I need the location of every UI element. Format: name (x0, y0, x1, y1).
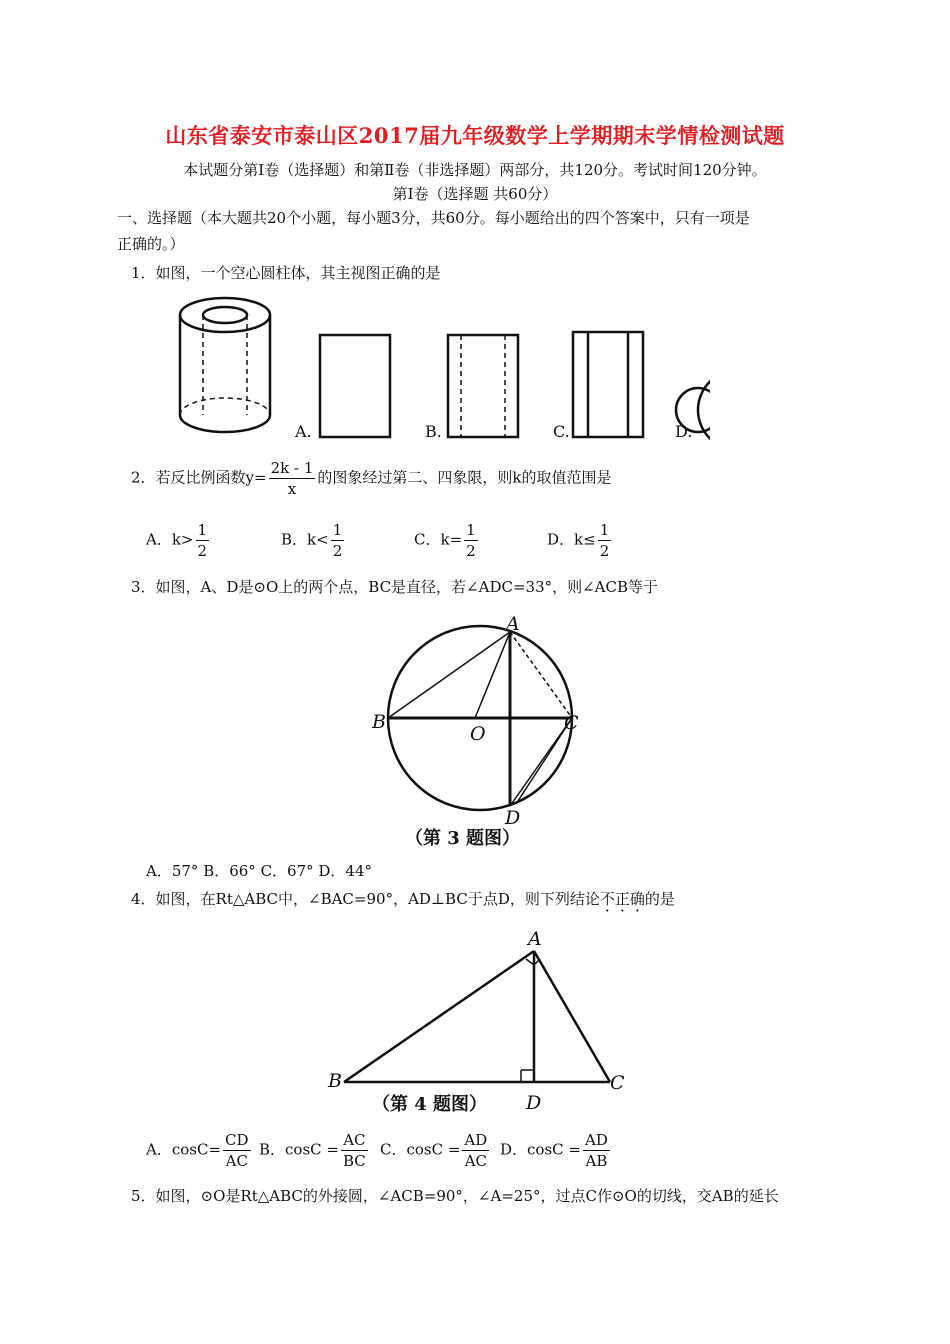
point-b-label: B (328, 1070, 342, 1092)
q4-emphasis-char: 正 (614, 890, 630, 908)
option-label: B．cosC = (259, 1140, 339, 1159)
point-d-label: D (526, 1092, 542, 1114)
option-label: D．cosC = (500, 1140, 581, 1159)
point-o-label: O (470, 723, 486, 745)
option-denominator: AC (464, 1152, 487, 1170)
question-4-figure (320, 925, 640, 1120)
section1-instructions-line1: 一、选择题（本大题共20个小题，每小题3分，共60分。每小题给出的四个答案中，只有一项是 (117, 209, 750, 227)
q4-option-a (146, 1130, 253, 1171)
option-numerator: 1 (332, 521, 343, 539)
q4-text-before: 4．如图，在Rt△ABC中，∠BAC=90°，AD⊥BC于点D，则下列结论 (131, 890, 600, 908)
option-relation: k< (307, 530, 329, 549)
option-denominator: 2 (466, 542, 476, 560)
option-numerator: CD (225, 1131, 249, 1149)
point-a-label: A (528, 928, 542, 950)
document-title: 山东省泰安市泰山区2017届九年级数学上学期期末学情检测试题 (165, 123, 785, 148)
option-c-label: C. (553, 422, 570, 441)
option-numerator: AD (464, 1131, 488, 1149)
q4-option-d (500, 1130, 612, 1171)
option-label: B． (281, 530, 308, 549)
point-a-label: A (506, 613, 520, 635)
question-1-text: 1．如图，一个空心圆柱体，其主视图正确的是 (131, 264, 441, 282)
q4-option-b (259, 1130, 370, 1171)
option-label: A． (146, 530, 172, 549)
question-3-text: 3．如图，A、D是⊙O上的两个点，BC是直径，若∠ADC=33°，则∠ACB等于 (131, 578, 659, 596)
point-b-label: B (372, 711, 386, 733)
q2-option-a (146, 520, 211, 561)
option-numerator: 1 (599, 521, 610, 539)
option-numerator: AC (341, 1130, 368, 1151)
question-2-text (131, 458, 611, 499)
question-3-options: A．57° B．66° C．67° D．44° (146, 862, 373, 880)
figure-4-caption: （第 4 题图） (372, 1094, 488, 1115)
q2-fraction-denominator: x (287, 480, 297, 498)
point-d-label: D (505, 807, 521, 829)
option-numerator: 1 (197, 521, 208, 539)
section1-instructions-line2: 正确的。） (117, 235, 185, 253)
figure-3-caption: （第 3 题图） (405, 828, 521, 849)
q4-emphasis-char: 确 (629, 890, 645, 908)
q2-prefix: 2．若反比例函数y= (131, 468, 267, 487)
option-denominator: BC (342, 1152, 366, 1170)
q4-option-c (380, 1130, 491, 1171)
intro-text: 本试题分第Ⅰ卷（选择题）和第Ⅱ卷（非选择题）两部分，共120分。考试时间120分钟。 (183, 161, 767, 179)
option-b-label: B. (425, 422, 442, 441)
q2-suffix: 的图象经过第二、四象限，则k的取值范围是 (317, 468, 612, 487)
option-denominator: 2 (197, 542, 208, 560)
option-denominator: 2 (332, 542, 343, 560)
option-relation: k≤ (574, 530, 596, 549)
question-5-text: 5．如图，⊙O是Rt△ABC的外接圆，∠ACB=90°，∠A=25°，过点C作⊙O的切线，交AB的延长 (131, 1187, 779, 1205)
part1-heading: 第Ⅰ卷（选择题 共60分） (392, 185, 558, 203)
option-label: D． (547, 530, 575, 549)
option-d-label: D. (675, 422, 693, 441)
point-c-label: C (610, 1072, 625, 1094)
q2-option-b (281, 520, 346, 561)
q2-option-c (414, 520, 480, 561)
q4-text-after: 的是 (644, 890, 675, 908)
question-1-figure (170, 290, 710, 450)
option-label: C．cosC = (380, 1140, 461, 1159)
question-4-text (131, 889, 675, 909)
option-numerator: AD (584, 1131, 608, 1149)
option-relation: k= (440, 530, 463, 549)
option-denominator: AC (225, 1152, 248, 1170)
question-3-figure (360, 608, 610, 853)
option-relation: k> (171, 530, 194, 549)
q2-fraction-numerator: 2k - 1 (270, 459, 314, 477)
option-label: A．cosC= (146, 1140, 222, 1159)
option-denominator: 2 (599, 542, 610, 560)
option-label: C． (414, 530, 441, 549)
option-a-label: A. (295, 422, 312, 441)
q4-emphasis-char: 不 (599, 890, 615, 908)
option-numerator: 1 (466, 521, 476, 539)
q2-option-d (547, 520, 613, 561)
q2-fraction (269, 458, 316, 499)
point-c-label: C (564, 712, 579, 734)
option-denominator: AB (585, 1152, 608, 1170)
